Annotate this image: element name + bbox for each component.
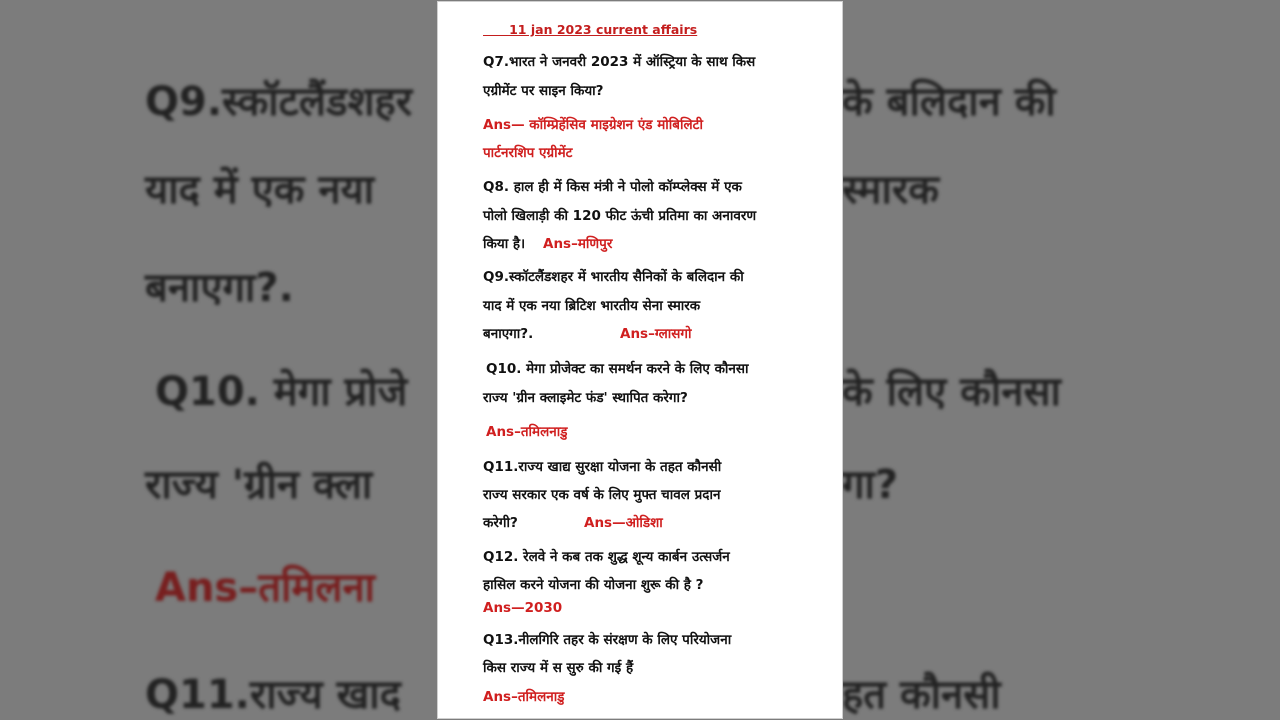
document-page — [438, 2, 842, 718]
bg-text-q11: Q11.राज्य खाद — [145, 672, 401, 718]
bg-text-q10-right: के लिए कौनसा — [842, 369, 1061, 415]
answer-q9: Ans–ग्लासगो — [620, 326, 692, 342]
question-q11-line2: राज्य सरकार एक वर्ष के लिए मुफ्त चावल प्रदान — [483, 487, 721, 503]
question-q13-line1: Q13.नीलगिरि तहर के संरक्षण के लिए परियोजना — [483, 632, 732, 648]
bg-text-ans: Ans–तमिलना — [155, 565, 376, 611]
question-q10-line1: Q10. मेगा प्रोजेक्ट का समर्थन करने के लिए कौनसा — [486, 361, 749, 377]
question-q9-line2: याद में एक नया ब्रिटिश भारतीय सेना स्मारक — [483, 298, 701, 314]
answer-q13: Ans–तमिलनाडु — [483, 689, 565, 705]
bg-text-rajya: राज्य 'ग्रीन क्ला — [145, 462, 373, 508]
bg-text-q10: Q10. मेगा प्रोजे — [155, 369, 408, 415]
answer-q8: Ans–मणिपुर — [543, 236, 613, 252]
answer-q11: Ans—ओडिशा — [584, 515, 663, 531]
bg-text-q11-right: हत कौनसी — [842, 672, 1001, 718]
question-q12-line1: Q12. रेलवे ने कब तक शुद्ध शून्य कार्बन उत्सर्जन — [483, 549, 730, 565]
question-q8-line1: Q8. हाल ही में किस मंत्री ने पोलो कॉम्प्लेक्स में एक — [483, 179, 742, 195]
page-title: 11 jan 2023 current affairs — [483, 22, 698, 37]
question-q10-line2: राज्य 'ग्रीन क्लाइमेट फंड' स्थापित करेगा? — [483, 390, 688, 406]
question-q8-line2: पोलो खिलाड़ी की 120 फीट ऊंची प्रतिमा का अनावरण — [483, 208, 757, 224]
answer-q10: Ans–तमिलनाडु — [486, 424, 568, 440]
bg-text-ga: गा? — [842, 462, 899, 508]
answer-q7-line1: Ans— कॉम्प्रिहेंसिव माइग्रेशन एंड मोबिलिटी — [483, 117, 703, 133]
bg-text-yaad: याद में एक नया — [145, 167, 375, 213]
answer-q12: Ans—2030 — [483, 600, 563, 616]
question-q11-line3: करेगी? — [483, 515, 518, 531]
bg-text-q9: Q9.स्कॉटलैंडशहर — [145, 79, 413, 125]
bg-text-banayega: बनाएगा?. — [145, 265, 294, 311]
question-q12-line2: हासिल करने योजना की योजना शुरू की है ? — [483, 577, 704, 593]
question-q9-line3: बनाएगा?. — [483, 326, 534, 342]
bg-text-q9-right: के बलिदान की — [842, 79, 1056, 125]
question-q7-line1: Q7.भारत ने जनवरी 2023 में ऑस्ट्रिया के साथ किस — [483, 54, 756, 70]
answer-q7-line2: पार्टनरशिप एग्रीमेंट — [483, 145, 573, 161]
question-q11-line1: Q11.राज्य खाद्य सुरक्षा योजना के तहत कौनसी — [483, 459, 722, 475]
question-q9-line1: Q9.स्कॉटलैंडशहर में भारतीय सैनिकों के बलिदान की — [483, 269, 744, 285]
question-q7-line2: एग्रीमेंट पर साइन किया? — [483, 83, 604, 99]
question-q13-line2: किस राज्य में स सुरु की गई हैं — [483, 660, 634, 676]
bg-text-smarak: स्मारक — [842, 167, 939, 213]
question-q8-line3: किया है। — [483, 236, 526, 252]
